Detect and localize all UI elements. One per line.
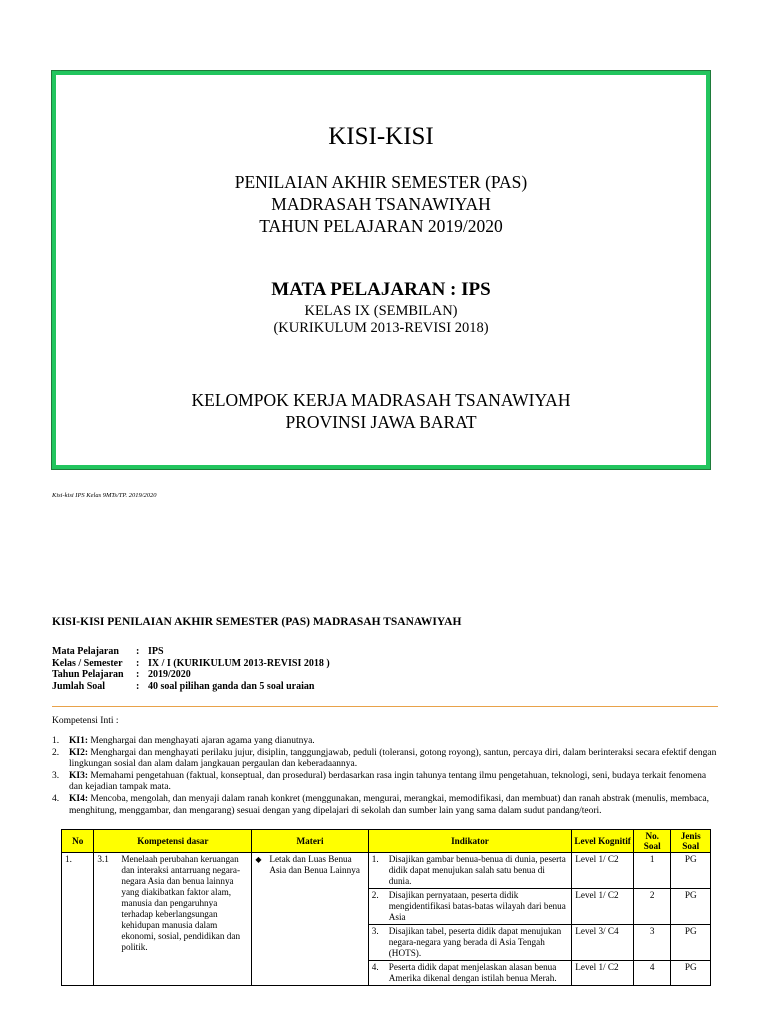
- info-row: [52, 658, 330, 670]
- header-materi: Materi: [252, 830, 368, 853]
- kisi-table: [61, 829, 711, 986]
- cell-indikator: [368, 925, 572, 961]
- info-label: Mata Pelajaran: [52, 646, 119, 657]
- cover-line-3: TAHUN PELAJARAN 2019/2020: [259, 216, 503, 236]
- ki-description: Menghargai dan menghayati perilaku jujur, disiplin, tanggungjawab, peduli (toleransi, gotong royong), santun, percaya diri, dalam berinteraksi secara efektif dengan lingkungan sosial dan alam dalam jangkauan pergaulan dan keberadaannya.: [69, 747, 717, 770]
- cell-level: Level 1/ C2: [572, 961, 634, 986]
- info-colon: :: [136, 646, 140, 657]
- kd-text: Menelaah perubahan keruangan dan interaksi antarruang negara-negara Asia dan benua lainnya yang diakibatkan faktor alam, manusia dan pengaruhnya terhadap keberlangsungan kehidupan manusia dalam ekonomi, sosial, pendidikan dan politik.: [121, 854, 241, 952]
- materi-text: Letak dan Luas Benua Asia dan Benua Lainnya: [269, 854, 360, 875]
- indicator-number: 3.: [371, 926, 379, 936]
- cell-materi: [252, 853, 368, 986]
- cell-no-soal: 3: [634, 925, 671, 961]
- info-block: [52, 646, 330, 692]
- page-footer-note: Kisi-kisi IPS Kelas 9MTs/TP. 2019/2020: [52, 492, 157, 499]
- info-row: [52, 646, 330, 658]
- ki-text: [69, 748, 718, 771]
- cell-indikator: [368, 961, 572, 986]
- ki-text: [69, 771, 718, 794]
- header-level-kognitif: Level Kognitif: [572, 830, 634, 853]
- cell-indikator: [368, 889, 572, 925]
- cell-jenis-soal: PG: [671, 961, 711, 986]
- indicator-text: Disajikan tabel, peserta didik dapat menujukan negara-negara yang berada di Asia Tengah (HOTS).: [388, 926, 562, 958]
- info-label: Tahun Pelajaran: [52, 669, 124, 680]
- cover-box: [52, 71, 710, 469]
- cell-no-soal: 4: [634, 961, 671, 986]
- cell-no-soal: 2: [634, 889, 671, 925]
- section-divider: [52, 706, 718, 707]
- info-colon: :: [136, 669, 140, 680]
- cover-line-2: MADRASAH TSANAWIYAH: [271, 194, 491, 214]
- info-value: IX / I (KURIKULUM 2013-REVISI 2018 ): [148, 657, 330, 669]
- cover-curriculum: (KURIKULUM 2013-REVISI 2018): [273, 320, 489, 336]
- info-value: 40 soal pilihan ganda dan 5 soal uraian: [148, 680, 315, 692]
- info-label: Jumlah Soal: [52, 680, 106, 692]
- info-value: IPS: [148, 646, 164, 657]
- cell-row-number: 1.: [62, 853, 94, 986]
- diamond-bullet-icon: ◆: [255, 855, 262, 864]
- cover-subject: MATA PELAJARAN : IPS: [271, 279, 491, 300]
- cover-kkm-line-1: KELOMPOK KERJA MADRASAH TSANAWIYAH: [191, 390, 571, 410]
- indicator-text: Peserta didik dapat menjelaskan alasan benua Amerika dikenal dengan istilah benua Merah.: [388, 962, 557, 983]
- cell-jenis-soal: PG: [671, 925, 711, 961]
- info-label: Kelas / Semester: [52, 657, 123, 669]
- indicator-text: Disajikan pernyataan, peserta didik mengidentifikasi batas-batas wilayah dari benua Asia: [388, 890, 566, 922]
- header-jenis-soal: Jenis Soal: [671, 830, 711, 853]
- table-header-row: [62, 830, 711, 853]
- ki-item: [52, 771, 718, 794]
- document-title: KISI-KISI PENILAIAN AKHIR SEMESTER (PAS) MADRASAH TSANAWIYAH: [52, 616, 462, 628]
- indicator-number: 4.: [371, 962, 379, 972]
- ki-heading: Kompetensi Inti :: [52, 716, 119, 726]
- cell-indikator: [368, 853, 572, 889]
- cell-jenis-soal: PG: [671, 889, 711, 925]
- cell-no-soal: 1: [634, 853, 671, 889]
- ki-code: KI1:: [69, 736, 88, 746]
- cell-level: Level 3/ C4: [572, 925, 634, 961]
- ki-description: Menghargai dan menghayati ajaran agama yang dianutnya.: [88, 736, 315, 746]
- indicator-text: Disajikan gambar benua-benua di dunia, peserta didik dapat menujukan salah satu benua di dunia.: [388, 854, 566, 886]
- ki-code: KI3:: [69, 770, 88, 781]
- header-indikator: Indikator: [368, 830, 572, 853]
- header-kompetensi-dasar: Kompetensi dasar: [94, 830, 252, 853]
- info-row: [52, 669, 330, 681]
- cell-level: Level 1/ C2: [572, 853, 634, 889]
- cell-jenis-soal: PG: [671, 853, 711, 889]
- ki-item: [52, 736, 718, 748]
- ki-number: 1.: [52, 736, 60, 746]
- cell-level: Level 1/ C2: [572, 889, 634, 925]
- cover-class: KELAS IX (SEMBILAN): [304, 303, 458, 319]
- ki-code: KI2:: [69, 747, 88, 758]
- ki-number: 4.: [52, 793, 60, 804]
- info-colon: :: [136, 680, 140, 692]
- indicator-number: 1.: [371, 854, 379, 864]
- cover-kkm-line-2: PROVINSI JAWA BARAT: [285, 412, 477, 432]
- header-no: No: [62, 830, 94, 853]
- info-row: [52, 681, 330, 693]
- ki-item: [52, 748, 718, 771]
- info-value: 2019/2020: [148, 669, 191, 680]
- cover-line-1: PENILAIAN AKHIR SEMESTER (PAS): [234, 172, 528, 192]
- indicator-number: 2.: [371, 890, 379, 900]
- ki-text: [69, 736, 718, 748]
- ki-text: [69, 794, 718, 817]
- kd-number: 3.1: [97, 854, 109, 864]
- ki-item: [52, 794, 718, 817]
- ki-number: 2.: [52, 747, 60, 758]
- cell-kompetensi-dasar: [94, 853, 252, 986]
- table-row: [62, 853, 711, 889]
- header-no-soal: No. Soal: [634, 830, 671, 853]
- ki-list: [52, 736, 718, 817]
- ki-description: Memahami pengetahuan (faktual, konseptual, dan prosedural) berdasarkan rasa ingin tahunya tentang ilmu pengetahuan, teknologi, seni, budaya terkait fenomena dan kejadian tampak mata.: [69, 770, 707, 793]
- ki-number: 3.: [52, 770, 60, 781]
- info-colon: :: [136, 657, 140, 669]
- ki-description: Mencoba, mengolah, dan menyaji dalam ranah konkret (menggunakan, mengurai, merangkai, memodifikasi, dan membuat) dan ranah abstrak (menulis, membaca, menghitung, menggambar, dan mengarang) sesuai dengan yang dipelajari di sekolah dan sumber lain yang sama dalam sudut pandang/teori.: [69, 793, 709, 816]
- ki-code: KI4:: [69, 793, 88, 804]
- cover-title: KISI-KISI: [328, 123, 434, 150]
